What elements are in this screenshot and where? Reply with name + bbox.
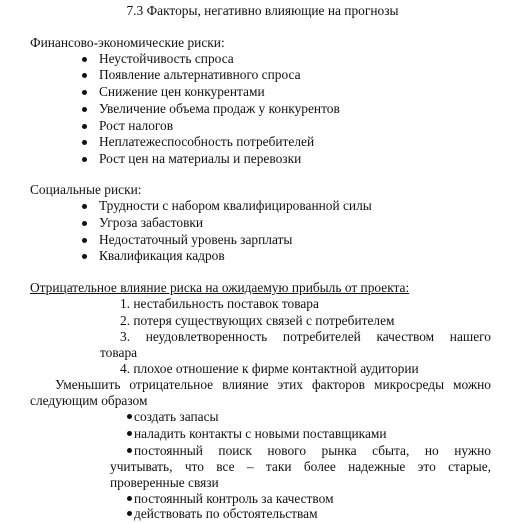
bullet-icon	[82, 57, 87, 62]
list-item: постоянный поиск нового рынка сбыта, но нужно	[127, 443, 491, 460]
numbered-item: 3. неудовлетворенность потребителей качеством нашего	[120, 329, 491, 344]
section-title: 7.3 Факторы, негативно влияющие на прогнозы	[126, 3, 399, 18]
bullet-icon	[82, 221, 87, 226]
bullet-icon	[127, 448, 132, 453]
list-item: создать запасы	[127, 409, 219, 426]
list-item: постоянный контроль за качеством	[127, 491, 334, 508]
list-item-continuation: учитывать, что все – таки более надежные это старые,	[110, 459, 491, 474]
numbered-item: 1. нестабильность поставок товара	[120, 296, 319, 311]
numbered-item: 4. плохое отношение к фирме контактной аудитории	[120, 361, 419, 376]
paragraph-line: следующим образом	[30, 393, 148, 408]
list-item-continuation: проверенные связи	[110, 475, 219, 490]
bullet-icon	[82, 157, 87, 162]
bullet-icon	[82, 90, 87, 95]
bullet-icon	[82, 254, 87, 259]
bullet-icon	[127, 431, 132, 436]
bullet-icon	[127, 511, 132, 516]
bullet-icon	[82, 140, 87, 145]
negative-influence-heading: Отрицательное влияние риска на ожидаемую прибыль от проекта:	[30, 280, 410, 295]
bullet-icon	[82, 124, 87, 129]
bullet-icon	[127, 414, 132, 419]
list-item: наладить контакты с новыми поставщиками	[127, 426, 387, 443]
bullet-icon	[82, 204, 87, 209]
bullet-icon	[82, 73, 87, 78]
bullet-icon	[127, 496, 132, 501]
bullet-icon	[82, 107, 87, 112]
financial-risks-heading: Финансово-экономические риски:	[30, 35, 225, 50]
numbered-item-continuation: товара	[100, 345, 138, 360]
paragraph-line: Уменьшить отрицательное влияние этих факторов микросреды можно	[55, 377, 491, 392]
bullet-icon	[82, 238, 87, 243]
document-page: 7.3 Факторы, негативно влияющие на прогнозы Финансово-экономические риски: Неустойчивость спроса Появление альтернативного спроса Снижение цен конкурентами Увеличение объема продаж у конкурентов Рост налогов Неплатежеспособность потребителей Рост цен на материалы и перевозки Социальные риски: Трудности с набором квалифицированной силы Угроза забастовки Недостаточный уровень зарплаты Квалификация кадров Отрицательное влияние риска на ожидаемую прибыль от проекта: 1. нестабильность поставок товара 2. потеря существующих связей с потребителем 3. неудовлетворенность потребителей качеством нашего товара 4. плохое отношение к фирме контактной аудитории Уменьшить отрицательное влияние этих факторов микросреды можно следующим образом создать запасы наладить контакты с новыми поставщиками постоянный поиск нового рынка сбыта, но нужно учитывать, что все – таки более надежные это старые, проверенные связи постоянный контроль за качеством действовать по обстоятельствам	[0, 0, 525, 520]
social-risks-heading: Социальные риски:	[30, 182, 142, 197]
numbered-item: 2. потеря существующих связей с потребителем	[120, 313, 395, 328]
list-item: действовать по обстоятельствам	[127, 506, 318, 523]
